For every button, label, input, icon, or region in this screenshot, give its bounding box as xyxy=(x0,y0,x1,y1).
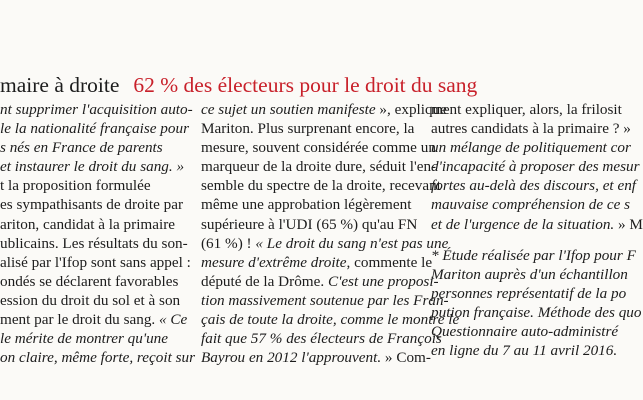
italic-quote-segment: s nés en France de parents xyxy=(0,139,163,157)
text-line xyxy=(201,215,418,234)
text-line xyxy=(431,341,618,360)
text-segment: alisé par l'Ifop sont sans appel : xyxy=(0,253,191,271)
text-line xyxy=(431,138,631,157)
text-line xyxy=(431,246,636,265)
section-kicker: maire à droite xyxy=(0,73,120,97)
italic-quote-segment: on claire, même forte, reçoit sur xyxy=(0,349,196,367)
text-line xyxy=(201,100,447,119)
text-line xyxy=(0,176,178,195)
article-column-1 xyxy=(0,100,196,367)
text-segment: » xyxy=(623,120,631,138)
text-line xyxy=(431,157,640,176)
text-line xyxy=(201,348,431,367)
text-segment: ession du droit du sol et à son xyxy=(0,291,181,309)
italic-quote-segment: Bayrou en 2012 l'approuvent. xyxy=(201,349,382,367)
text-line xyxy=(431,215,643,234)
text-line xyxy=(201,138,436,157)
italic-quote-segment: tion massivement soutenue par les Fran- xyxy=(201,291,449,309)
text-line xyxy=(201,253,433,272)
text-line xyxy=(0,215,178,234)
text-line xyxy=(431,195,631,214)
italic-quote-segment: mauvaise compréhension de ce s xyxy=(431,196,631,214)
italic-quote-segment: et instaurer le droit du sang. » xyxy=(0,158,185,176)
text-segment: autres candidats à la primaire ? xyxy=(431,120,624,138)
text-line xyxy=(201,157,437,176)
text-segment: ment par le droit du sang. xyxy=(0,311,160,329)
text-line xyxy=(0,195,184,214)
article-column-2 xyxy=(201,100,460,367)
text-line xyxy=(0,100,193,119)
text-segment: ublicains. Les résultats du son- xyxy=(0,234,188,252)
italic-quote-segment: « Ce xyxy=(159,311,188,329)
text-line xyxy=(201,272,439,291)
text-line xyxy=(201,329,442,348)
text-line xyxy=(201,291,449,310)
italic-quote-segment: en ligne du 7 au 11 avril 2016. xyxy=(431,342,618,360)
italic-quote-segment: nt supprimer l'acquisition auto- xyxy=(0,101,193,118)
text-segment: (61 %) ! xyxy=(201,234,256,252)
text-line xyxy=(0,310,188,329)
italic-quote-segment: le la nationalité française pour xyxy=(0,120,189,138)
text-line xyxy=(201,310,460,329)
italic-quote-segment: et de l'urgence de la situation. xyxy=(431,215,619,233)
italic-quote-segment: fortes au-delà des discours, et enf xyxy=(431,177,637,195)
text-line xyxy=(0,234,188,253)
italic-quote-segment: le mérite de montrer qu'une xyxy=(0,330,169,348)
text-line xyxy=(0,119,189,138)
article-title: 62 % des électeurs pour le droit du sang xyxy=(133,73,478,97)
article-column-3 xyxy=(431,100,643,360)
italic-quote-segment: pution française. Méthode des quo xyxy=(431,303,642,321)
text-line xyxy=(431,119,631,138)
text-segment: ondés se déclarent favorables xyxy=(0,272,179,290)
text-line xyxy=(431,176,637,195)
text-segment: député de la Drôme. xyxy=(201,272,328,290)
text-line xyxy=(431,234,600,246)
italic-quote-segment: d'incapacité à proposer des mesur xyxy=(431,158,640,176)
italic-quote-segment: C'est une proposi- xyxy=(327,272,439,290)
text-line xyxy=(431,322,619,341)
text-line xyxy=(201,176,441,195)
text-line xyxy=(0,329,178,348)
text-line xyxy=(431,303,642,322)
text-segment: supérieure à l'UDI (65 %) qu'au FN xyxy=(201,215,418,233)
article-headline xyxy=(0,72,477,98)
text-line xyxy=(0,253,191,272)
italic-quote-segment: fait que 57 % des électeurs de François xyxy=(201,330,442,348)
text-segment: mesure, souvent considérée comme un xyxy=(201,139,436,157)
italic-quote-segment: Questionnaire auto-administré xyxy=(431,323,619,341)
italic-quote-segment: * Étude réalisée par l'Ifop pour F xyxy=(431,246,636,264)
text-segment: ment expliquer, alors, la frilosit xyxy=(431,101,622,118)
text-line xyxy=(201,119,415,138)
text-line xyxy=(0,291,181,310)
text-segment: t la proposition formulée xyxy=(0,177,151,195)
text-segment: » Com- xyxy=(381,349,431,367)
text-segment: Mariton. Plus surprenant encore, la xyxy=(201,120,415,138)
text-segment: même une approbation légèrement xyxy=(201,196,412,214)
italic-quote-segment: ce sujet un soutien manifeste xyxy=(201,101,376,118)
text-segment: semble du spectre de la droite, recevant xyxy=(201,177,441,195)
italic-quote-segment: Mariton auprès d'un échantillon xyxy=(431,265,628,283)
italic-quote-segment: un mélange de politiquement cor xyxy=(431,139,631,157)
text-segment: ariton, candidat à la primaire xyxy=(0,215,175,233)
italic-quote-segment: « Le droit du sang n'est pas une xyxy=(255,234,449,252)
italic-quote-segment: çais de toute la droite, comme le montre le xyxy=(201,311,460,329)
text-line xyxy=(0,348,196,367)
text-line xyxy=(0,157,185,176)
text-line xyxy=(201,195,415,214)
text-line xyxy=(431,100,622,119)
text-line xyxy=(201,234,449,253)
text-line xyxy=(431,265,628,284)
text-segment: marqueur de la droite dure, séduit l'en- xyxy=(201,158,437,176)
text-segment: , commente le xyxy=(346,253,433,271)
italic-quote-segment: personnes représentatif de la po xyxy=(431,284,627,302)
text-segment: » M xyxy=(618,215,643,233)
italic-quote-segment: mesure d'extrême droite xyxy=(201,253,347,271)
text-segment: », explique xyxy=(375,101,447,118)
text-line xyxy=(0,138,178,157)
text-line xyxy=(0,272,178,291)
text-line xyxy=(431,284,627,303)
text-segment: es sympathisants de droite par xyxy=(0,196,184,214)
